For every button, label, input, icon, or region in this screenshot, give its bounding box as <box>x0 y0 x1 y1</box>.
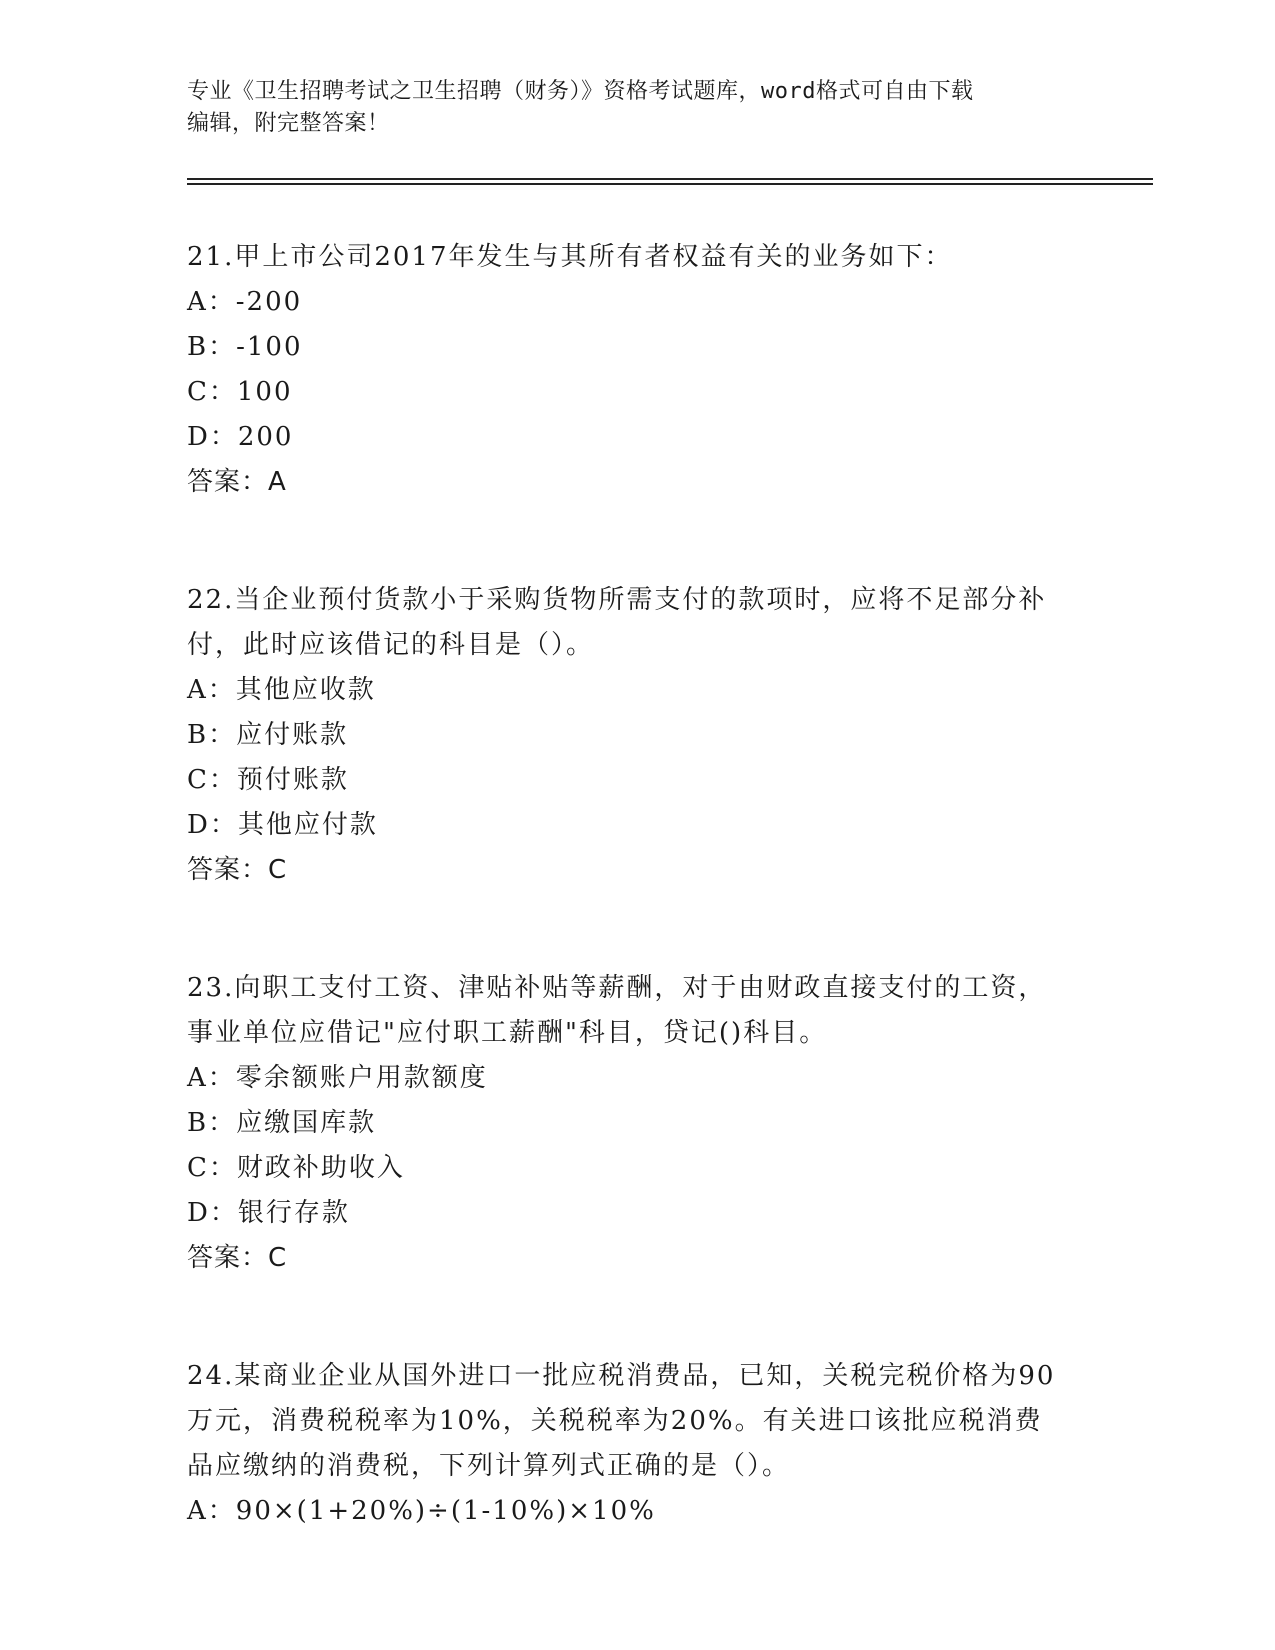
question-24 <box>187 1354 1087 1534</box>
question-text: 24.某商业企业从国外进口一批应税消费品，已知，关税完税价格为90 <box>187 1361 1056 1391</box>
option-a: A：-200 <box>187 287 303 317</box>
option-d: D：200 <box>187 422 294 452</box>
question-text: 事业单位应借记"应付职工薪酬"科目，贷记()科目。 <box>187 1018 828 1048</box>
option-c: C：100 <box>187 377 293 407</box>
question-23 <box>187 966 1087 1281</box>
header-line: 编辑，附完整答案！ <box>187 111 390 136</box>
option-b: B：应缴国库款 <box>187 1108 377 1138</box>
option-d: D：其他应付款 <box>187 810 378 840</box>
question-list <box>187 235 1087 1607</box>
header-divider <box>187 183 1153 185</box>
question-text: 23.向职工支付工资、津贴补贴等薪酬，对于由财政直接支付的工资， <box>187 973 1047 1003</box>
option-c: C：财政补助收入 <box>187 1153 405 1183</box>
header-divider <box>187 178 1153 180</box>
option-a: A：90×(1+20%)÷(1-10%)×10% <box>187 1496 656 1526</box>
option-b: B：-100 <box>187 332 303 362</box>
option-c: C：预付账款 <box>187 765 349 795</box>
question-text: 付，此时应该借记的科目是（）。 <box>187 630 595 660</box>
answer-line: 答案：C <box>187 855 288 885</box>
question-22 <box>187 578 1087 893</box>
header-line: 专业《卫生招聘考试之卫生招聘（财务）》资格考试题库，word格式可自由下载 <box>187 79 974 104</box>
question-21 <box>187 235 1087 505</box>
option-a: A：其他应收款 <box>187 675 376 705</box>
option-b: B：应付账款 <box>187 720 349 750</box>
question-text: 品应缴纳的消费税，下列计算列式正确的是（）。 <box>187 1451 791 1481</box>
option-a: A：零余额账户用款额度 <box>187 1063 488 1093</box>
question-text: 21.甲上市公司2017年发生与其所有者权益有关的业务如下： <box>187 242 953 272</box>
question-text: 22.当企业预付货款小于采购货物所需支付的款项时，应将不足部分补 <box>187 585 1047 615</box>
question-text: 万元，消费税税率为10%，关税税率为20%。有关进口该批应税消费 <box>187 1406 1043 1436</box>
answer-line: 答案：C <box>187 1243 288 1273</box>
option-d: D：银行存款 <box>187 1198 350 1228</box>
document-header <box>187 76 1087 140</box>
answer-line: 答案：A <box>187 467 287 497</box>
